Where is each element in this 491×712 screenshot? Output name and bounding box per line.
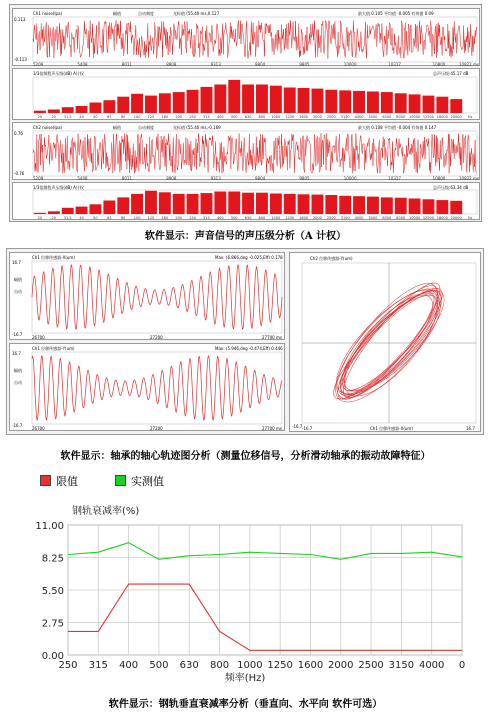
band-label: 1250 xyxy=(285,115,295,119)
band-bar xyxy=(48,211,60,214)
band-bar xyxy=(270,194,282,215)
band-bar xyxy=(353,196,365,214)
rail-xtick: 3150 xyxy=(388,660,415,671)
band-bar xyxy=(242,193,254,214)
band-bar xyxy=(339,196,351,214)
band-label: 6300 xyxy=(382,216,392,220)
band-label: 1250 xyxy=(285,216,295,220)
spl-window xyxy=(9,4,482,222)
top-stat: 最大值 0.105 平均值 -0.005 有效值 0.09 xyxy=(358,11,434,16)
top-cursor-value: 光标值 (55.40 ms,0.127 xyxy=(173,11,220,16)
band-label: 3150 xyxy=(340,216,350,220)
band-bar xyxy=(145,96,157,113)
wave-x-title: Ch1 位移传感器-X(um) xyxy=(32,255,75,260)
band-bar xyxy=(201,193,213,214)
top-time-tick: 10800 xyxy=(432,62,446,67)
wave-y-xtick-1: 27200 xyxy=(150,426,163,431)
band-bar xyxy=(62,208,74,214)
band-bar xyxy=(103,100,115,113)
band-bar xyxy=(450,99,462,113)
wave-x-ymin: -16.7 xyxy=(12,332,23,337)
top-time-tick: 9313 xyxy=(210,62,221,67)
band-bar xyxy=(298,88,310,113)
wave-y-panel xyxy=(9,343,285,431)
band-bar xyxy=(381,197,393,214)
bottom-time-tick: 5209 xyxy=(33,176,44,181)
band-label: 16000 xyxy=(436,216,448,220)
band-bar xyxy=(436,97,448,113)
band-label: 8000 xyxy=(396,216,406,220)
wave-y-auto-option[interactable]: 自动 xyxy=(14,380,22,385)
wave-y-ymin: -16.7 xyxy=(12,423,23,428)
rail-caption: 软件显示：钢轨垂直衰减率分析（垂直向、水平向 软件可选） xyxy=(108,699,383,710)
rail-xtick: 2000 xyxy=(328,660,354,671)
band-bar xyxy=(34,111,46,113)
band-label: 160 xyxy=(161,216,169,220)
band-bar xyxy=(48,110,60,114)
top-band-label: 1/3倍频程声压级(dB) A计权 xyxy=(33,71,84,76)
band-label: 10000 xyxy=(409,216,421,220)
bottom-time-tick: 10000 xyxy=(343,176,357,181)
rail-xtick: 630 xyxy=(179,660,199,671)
bottom-time-tick: 9804 xyxy=(255,176,266,181)
top-bands-svg xyxy=(13,69,481,121)
top-time-tick: 10317 xyxy=(388,62,401,67)
wave-x-xtick-2: 27700 ms xyxy=(262,335,282,340)
band-label: 31.5 xyxy=(63,216,72,220)
orbit-caption: 软件显示：轴承的轴心轨迹图分析（测量位移信号，分析滑动轴承的振动故障特征） xyxy=(60,451,431,462)
rail-xtick: 1250 xyxy=(267,660,293,671)
bottom-ymin: -0.76 xyxy=(14,171,25,176)
wave-x-xtick-0: 26700 xyxy=(32,335,45,340)
bottom-waveform-svg xyxy=(13,123,481,181)
wave-y-stat: Max: (5.946,deg -0.474,Eff) 0.446 xyxy=(215,346,283,351)
top-auto-option: 自动刻度 xyxy=(138,11,154,16)
band-label: 250 xyxy=(189,115,196,119)
band-bar xyxy=(62,107,74,113)
rail-xtick: 315 xyxy=(88,660,108,671)
band-label: 8000 xyxy=(396,115,406,119)
band-label: 125 xyxy=(147,115,155,119)
band-label: 315 xyxy=(203,115,210,119)
bottom-channel-name: Ch2 noise(Ipa) xyxy=(33,125,63,130)
band-label: 800 xyxy=(258,115,266,119)
band-label: 2500 xyxy=(326,216,336,220)
band-label: 200 xyxy=(175,216,183,220)
band-label: 100 xyxy=(133,115,141,119)
band-label: 50 xyxy=(93,115,98,119)
band-bar xyxy=(228,80,240,113)
rail-xtick: 4000 xyxy=(418,660,445,671)
orbit-ymin: -16.7 xyxy=(292,424,303,429)
wave-x-panel xyxy=(9,252,285,340)
top-amp-option: 幅值 xyxy=(113,11,121,16)
band-bar xyxy=(159,93,171,113)
band-bar xyxy=(353,91,365,113)
rail-ytick: 0.00 xyxy=(41,651,64,662)
band-bar xyxy=(367,92,379,114)
wave-y-title: Ch1 位移传感器-Y(um) xyxy=(32,346,75,351)
band-bar xyxy=(90,204,102,214)
band-label: 10000 xyxy=(409,115,421,119)
band-bar xyxy=(256,193,268,214)
band-label: 80 xyxy=(120,216,126,220)
legend-measured-label: 实测值 xyxy=(131,475,164,488)
band-label: 1000 xyxy=(271,216,281,220)
band-bar xyxy=(256,85,268,114)
top-time-tick: 9805 xyxy=(299,62,310,67)
band-bar xyxy=(395,93,407,113)
rail-xtick: 2500 xyxy=(358,660,384,671)
orbit-ylabel: Ch2 位移传感器-Y(um) xyxy=(310,256,353,261)
band-bar xyxy=(131,94,143,113)
band-label: Hz xyxy=(467,216,473,220)
band-label: 40 xyxy=(79,115,84,119)
rail-xtick: 0 xyxy=(458,660,466,671)
band-label: 800 xyxy=(258,216,266,220)
top-bands-panel xyxy=(12,68,480,120)
legend-measured-swatch xyxy=(115,475,126,486)
bottom-time-tick: 10317 xyxy=(388,176,401,181)
band-bar xyxy=(76,106,88,113)
band-label: 160 xyxy=(161,115,169,119)
band-label: 2000 xyxy=(312,115,322,119)
band-label: 1600 xyxy=(299,216,309,220)
band-label: 40 xyxy=(79,216,84,220)
bottom-bands-panel xyxy=(12,182,480,220)
band-label: 630 xyxy=(244,115,252,119)
band-bar xyxy=(423,96,435,113)
orbit-xmin: -16.7 xyxy=(302,426,313,431)
bottom-bands-svg xyxy=(13,183,481,221)
top-time-tick: 10000 xyxy=(343,62,357,67)
bottom-time-axis xyxy=(33,176,479,181)
bottom-time-tick: 8011 xyxy=(121,176,132,181)
bottom-auto-option: 自动刻度 xyxy=(138,125,154,130)
band-bar xyxy=(173,92,185,113)
bottom-ymax: 0.76 xyxy=(14,131,23,136)
band-label: 50 xyxy=(93,216,98,220)
wave-x-amp-option[interactable]: 幅值 xyxy=(14,277,22,282)
orbit-window xyxy=(6,248,484,435)
top-channel-name: Ch1 noise(Ipa) xyxy=(33,11,63,16)
top-time-tick: 8011 xyxy=(121,62,132,67)
wave-y-svg xyxy=(10,344,286,432)
bottom-time-tick: 10800 xyxy=(432,176,446,181)
spl-caption: 软件显示：声音信号的声压级分析（A 计权） xyxy=(144,231,347,242)
rail-xtick: 1600 xyxy=(297,660,324,671)
top-ymin: -0.113 xyxy=(14,57,27,62)
rail-xlabel: 频率(Hz) xyxy=(224,673,266,684)
band-label: 4000 xyxy=(354,115,364,119)
band-bar xyxy=(381,92,393,113)
band-label: 20 xyxy=(37,216,43,220)
top-waveform-svg xyxy=(13,9,481,67)
band-bar xyxy=(409,199,421,215)
band-bar xyxy=(145,191,157,214)
band-bar xyxy=(450,201,462,214)
band-label: 315 xyxy=(203,216,210,220)
band-bar xyxy=(395,198,407,214)
band-label: 5000 xyxy=(368,115,378,119)
band-label: 31.5 xyxy=(63,115,72,119)
rail-xtick: 400 xyxy=(119,660,139,671)
band-label: 3150 xyxy=(340,115,350,119)
band-bar xyxy=(90,103,102,114)
rail-chart-title: 钢轨衰减率(%) xyxy=(72,506,140,517)
wave-x-auto-option[interactable]: 自动 xyxy=(14,289,22,294)
band-label: 20000 xyxy=(450,115,462,119)
bottom-amp-option: 幅值 xyxy=(113,125,121,130)
orbit-xlabel: Ch1 位移传感器-X(um) xyxy=(370,426,413,431)
band-label: 250 xyxy=(189,216,196,220)
legend-limit-swatch xyxy=(40,475,51,486)
top-time-tick: 9804 xyxy=(255,62,266,67)
band-bar xyxy=(117,97,129,113)
rail-legend xyxy=(40,473,240,489)
band-bar xyxy=(298,194,310,214)
band-bar xyxy=(187,90,199,113)
bottom-cursor-value: 光标值 (55.40 ms,-0.169 xyxy=(173,125,221,130)
rail-xtick: 500 xyxy=(149,660,169,671)
band-label: 2000 xyxy=(312,216,322,220)
band-label: 400 xyxy=(216,216,224,220)
band-label: 100 xyxy=(133,216,141,220)
band-bar xyxy=(325,90,337,113)
orbit-xmax: 16.7 xyxy=(466,426,475,431)
band-label: 630 xyxy=(244,216,252,220)
wave-x-svg xyxy=(10,253,286,341)
wave-y-ymax: 16.7 xyxy=(12,351,21,356)
band-label: 1600 xyxy=(299,115,309,119)
rail-decay-chart xyxy=(0,495,491,685)
band-bar xyxy=(131,194,143,214)
band-label: 6300 xyxy=(382,115,392,119)
band-bar xyxy=(103,201,115,215)
band-label: 4000 xyxy=(354,216,364,220)
top-time-tick: 10822 ms xyxy=(459,62,479,67)
bottom-band-label: 1/3倍频程声压级(dB) A计权 xyxy=(33,185,84,190)
band-bar xyxy=(284,88,296,114)
bottom-waveform-panel xyxy=(12,122,480,180)
bottom-time-tick: 9805 xyxy=(299,176,310,181)
band-label: 500 xyxy=(230,115,238,119)
band-bar xyxy=(159,192,171,214)
bottom-stat: 最大值 0.108 平均值 -0.004 有效值 0.147 xyxy=(358,125,437,130)
wave-x-ymax: 16.7 xyxy=(12,260,21,265)
band-bar xyxy=(214,85,226,114)
band-bar xyxy=(325,195,337,214)
band-label: 2500 xyxy=(326,115,336,119)
top-time-axis xyxy=(33,62,479,67)
bottom-time-tick: 8908 xyxy=(166,176,177,181)
band-label: 200 xyxy=(175,115,183,119)
rail-ytick: 8.25 xyxy=(41,553,64,565)
wave-y-xtick-0: 26700 xyxy=(32,426,45,431)
band-label: 500 xyxy=(230,216,238,220)
wave-y-amp-option[interactable]: 幅值 xyxy=(14,368,22,373)
top-total-level: 总声压级:45.17 dB xyxy=(433,71,469,76)
band-label: 1000 xyxy=(271,115,281,119)
band-label: 12500 xyxy=(422,115,434,119)
band-bar xyxy=(242,85,254,114)
band-bar xyxy=(228,192,240,215)
band-bar xyxy=(187,194,199,214)
bottom-total-level: 总声压级:63.34 dB xyxy=(433,185,469,190)
band-bar xyxy=(201,87,213,113)
band-bar xyxy=(423,199,435,214)
band-bar xyxy=(173,194,185,214)
band-bar xyxy=(367,197,379,214)
band-label: 20000 xyxy=(450,216,462,220)
rail-ytick: 2.75 xyxy=(41,618,64,630)
band-bar xyxy=(409,94,421,113)
band-label: 63 xyxy=(107,216,112,220)
band-label: 16000 xyxy=(436,115,448,119)
bottom-time-tick: 9313 xyxy=(210,176,221,181)
band-label: 25 xyxy=(51,216,57,220)
top-waveform-panel xyxy=(12,8,480,66)
band-bar xyxy=(312,89,324,113)
band-bar xyxy=(284,194,296,214)
band-bar xyxy=(34,213,46,214)
band-bar xyxy=(117,197,129,214)
rail-xtick: 250 xyxy=(58,660,78,671)
band-label: 400 xyxy=(216,115,224,119)
wave-x-xtick-1: 27200 xyxy=(150,335,163,340)
orbit-plot-svg xyxy=(290,253,482,433)
band-label: 80 xyxy=(120,115,126,119)
band-bar xyxy=(436,200,448,214)
top-ymax: 0.113 xyxy=(14,17,26,22)
band-label: 20 xyxy=(37,115,43,119)
band-bar xyxy=(270,86,282,113)
orbit-plot-panel xyxy=(289,252,481,432)
band-label: 12500 xyxy=(422,216,434,220)
bottom-time-tick: 5408 xyxy=(77,176,88,181)
wave-x-stat: Max: (6.866,deg -0.025,Eff) 0.178 xyxy=(215,255,283,260)
top-time-tick: 5408 xyxy=(77,62,88,67)
rail-xtick: 800 xyxy=(209,660,230,671)
band-label: 125 xyxy=(147,216,155,220)
rail-ytick: 11.00 xyxy=(35,521,64,532)
top-time-tick: 5209 xyxy=(33,62,44,67)
top-time-tick: 8908 xyxy=(166,62,177,67)
rail-xtick: 1000 xyxy=(237,660,263,671)
wave-y-xtick-2: 27700 ms xyxy=(262,426,282,431)
rail-ytick: 5.50 xyxy=(41,586,64,597)
bottom-time-tick: 10822 ms xyxy=(459,176,479,181)
legend-limit-label: 限值 xyxy=(56,475,78,488)
band-label: 63 xyxy=(107,115,112,119)
band-label: 5000 xyxy=(368,216,378,220)
band-bar xyxy=(312,195,324,214)
band-bar xyxy=(339,90,351,113)
band-label: Hz xyxy=(467,115,473,119)
band-bar xyxy=(214,192,226,215)
band-bar xyxy=(76,207,88,214)
band-label: 25 xyxy=(51,115,57,119)
rail-plot-area xyxy=(35,521,465,671)
